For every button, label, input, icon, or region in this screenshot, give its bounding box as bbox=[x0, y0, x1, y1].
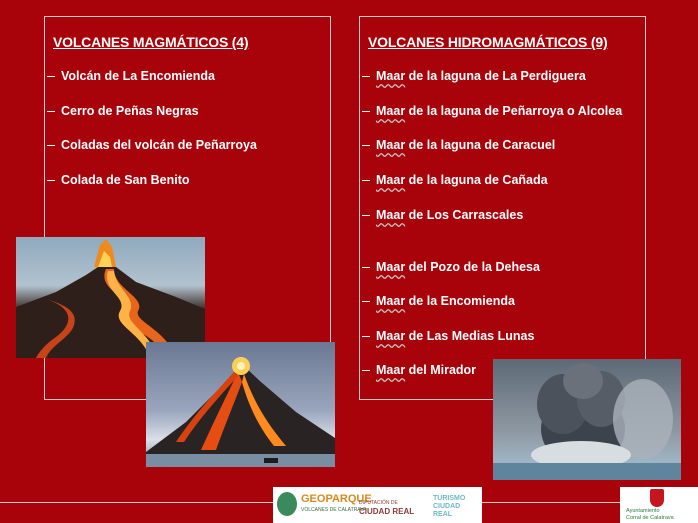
list-item: Maar de la laguna de Cañada bbox=[360, 173, 548, 187]
diputacion-city: CIUDAD REAL bbox=[359, 507, 415, 516]
list-item: Maar del Pozo de la Dehesa bbox=[360, 260, 540, 274]
dash-bullet bbox=[47, 76, 55, 77]
lava-flow-illustration bbox=[16, 237, 205, 358]
list-item: Maar de Las Medias Lunas bbox=[360, 329, 534, 343]
dash-bullet bbox=[362, 76, 370, 77]
steam-explosion-photo bbox=[493, 359, 681, 480]
magmatic-title: VOLCANES MAGMÁTICOS (4) bbox=[53, 34, 249, 50]
dash-bullet bbox=[47, 180, 55, 181]
geoparque-emblem bbox=[277, 492, 297, 516]
diputacion-label: DIPUTACIÓN DE bbox=[359, 500, 398, 506]
list-item: Maar de Los Carrascales bbox=[360, 208, 523, 222]
dash-bullet bbox=[362, 336, 370, 337]
ayuntamiento-logo bbox=[620, 487, 698, 523]
ayuntamiento-label: Ayuntamiento bbox=[626, 508, 660, 514]
eruption-photo bbox=[146, 342, 335, 467]
dash-bullet bbox=[362, 301, 370, 302]
dash-bullet bbox=[362, 215, 370, 216]
geoparque-logo: GEOPARQUE bbox=[301, 493, 372, 505]
hydromagmatic-title: VOLCANES HIDROMAGMÁTICOS (9) bbox=[368, 34, 608, 50]
list-item: Colada de San Benito bbox=[45, 173, 190, 187]
dash-bullet bbox=[47, 145, 55, 146]
dash-bullet bbox=[47, 111, 55, 112]
turismo-logo: TURISMO CIUDAD REAL bbox=[433, 495, 466, 518]
dash-bullet bbox=[362, 267, 370, 268]
eruption-illustration bbox=[146, 342, 335, 467]
list-item: Maar de la laguna de Caracuel bbox=[360, 138, 555, 152]
list-item: Cerro de Peñas Negras bbox=[45, 104, 199, 118]
list-item: Maar de la laguna de Peñarroya o Alcolea bbox=[360, 104, 622, 118]
dash-bullet bbox=[362, 145, 370, 146]
ayuntamiento-city: Corral de Calatrava bbox=[626, 515, 674, 521]
coat-of-arms-icon bbox=[650, 489, 664, 507]
sponsor-logos bbox=[273, 487, 482, 523]
list-item: Maar del Mirador bbox=[360, 363, 476, 377]
list-item: Maar de la Encomienda bbox=[360, 294, 515, 308]
dash-bullet bbox=[362, 370, 370, 371]
lava-flow-photo bbox=[16, 237, 205, 358]
dash-bullet bbox=[362, 111, 370, 112]
hydromagmatic-volcanoes-panel bbox=[359, 16, 646, 400]
steam-explosion-illustration bbox=[493, 359, 681, 480]
list-item: Coladas del volcán de Peñarroya bbox=[45, 138, 257, 152]
geoparque-subtitle: VOLCANES DE CALATRAVA bbox=[301, 507, 367, 513]
dash-bullet bbox=[362, 180, 370, 181]
list-item: Maar de la laguna de La Perdiguera bbox=[360, 69, 586, 83]
list-item: Volcán de La Encomienda bbox=[45, 69, 215, 83]
